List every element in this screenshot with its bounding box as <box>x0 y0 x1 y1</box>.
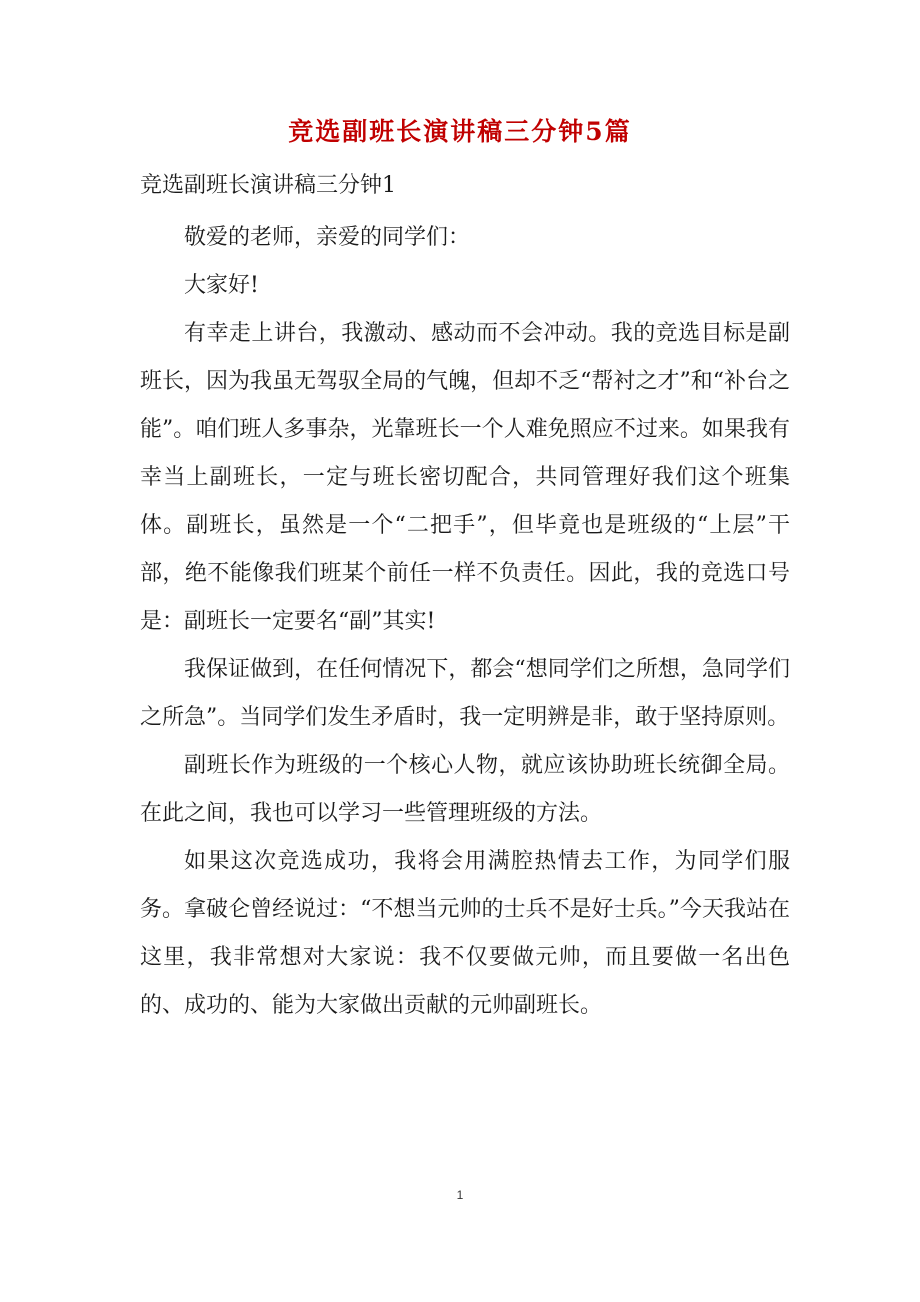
paragraph-role: 副班长作为班级的一个核心人物，就应该协助班长统御全局。在此之间，我也可以学习一些管理班级的方法。 <box>140 753 790 826</box>
document-title: 竞选副班长演讲稿三分钟5篇 <box>288 117 632 146</box>
section-heading: 竞选副班长演讲稿三分钟1 <box>140 173 396 198</box>
paragraph-hello: 大家好! <box>184 273 259 298</box>
page-number: 1 <box>456 1188 464 1202</box>
paragraph-greeting: 敬爱的老师，亲爱的同学们： <box>184 225 471 250</box>
paragraph-closing: 如果这次竞选成功，我将会用满腔热情去工作，为同学们服务。拿破仑曾经说过：“不想当元帅的士兵不是好士兵。”今天我站在这里，我非常想对大家说：我不仅要做元帅，而且要做一名出色的、成功的、能为大家做出贡献的元帅副班长。 <box>140 849 790 1018</box>
paragraph-promise: 我保证做到，在任何情况下，都会“想同学们之所想，急同学们之所急”。当同学们发生矛盾时，我一定明辨是非，敢于坚持原则。 <box>140 657 790 730</box>
document-body <box>140 214 790 1030</box>
paragraph-goal: 有幸走上讲台，我激动、感动而不会冲动。我的竞选目标是副班长，因为我虽无驾驭全局的气魄，但却不乏“帮衬之才”和“补台之能”。咱们班人多事杂，光靠班长一个人难免照应不过来。如果我有幸当上副班长，一定与班长密切配合，共同管理好我们这个班集体。副班长，虽然是一个“二把手”，但毕竟也是班级的“上层”干部，绝不能像我们班某个前任一样不负责任。因此，我的竞选口号是：副班长一定要名“副”其实! <box>140 321 790 634</box>
